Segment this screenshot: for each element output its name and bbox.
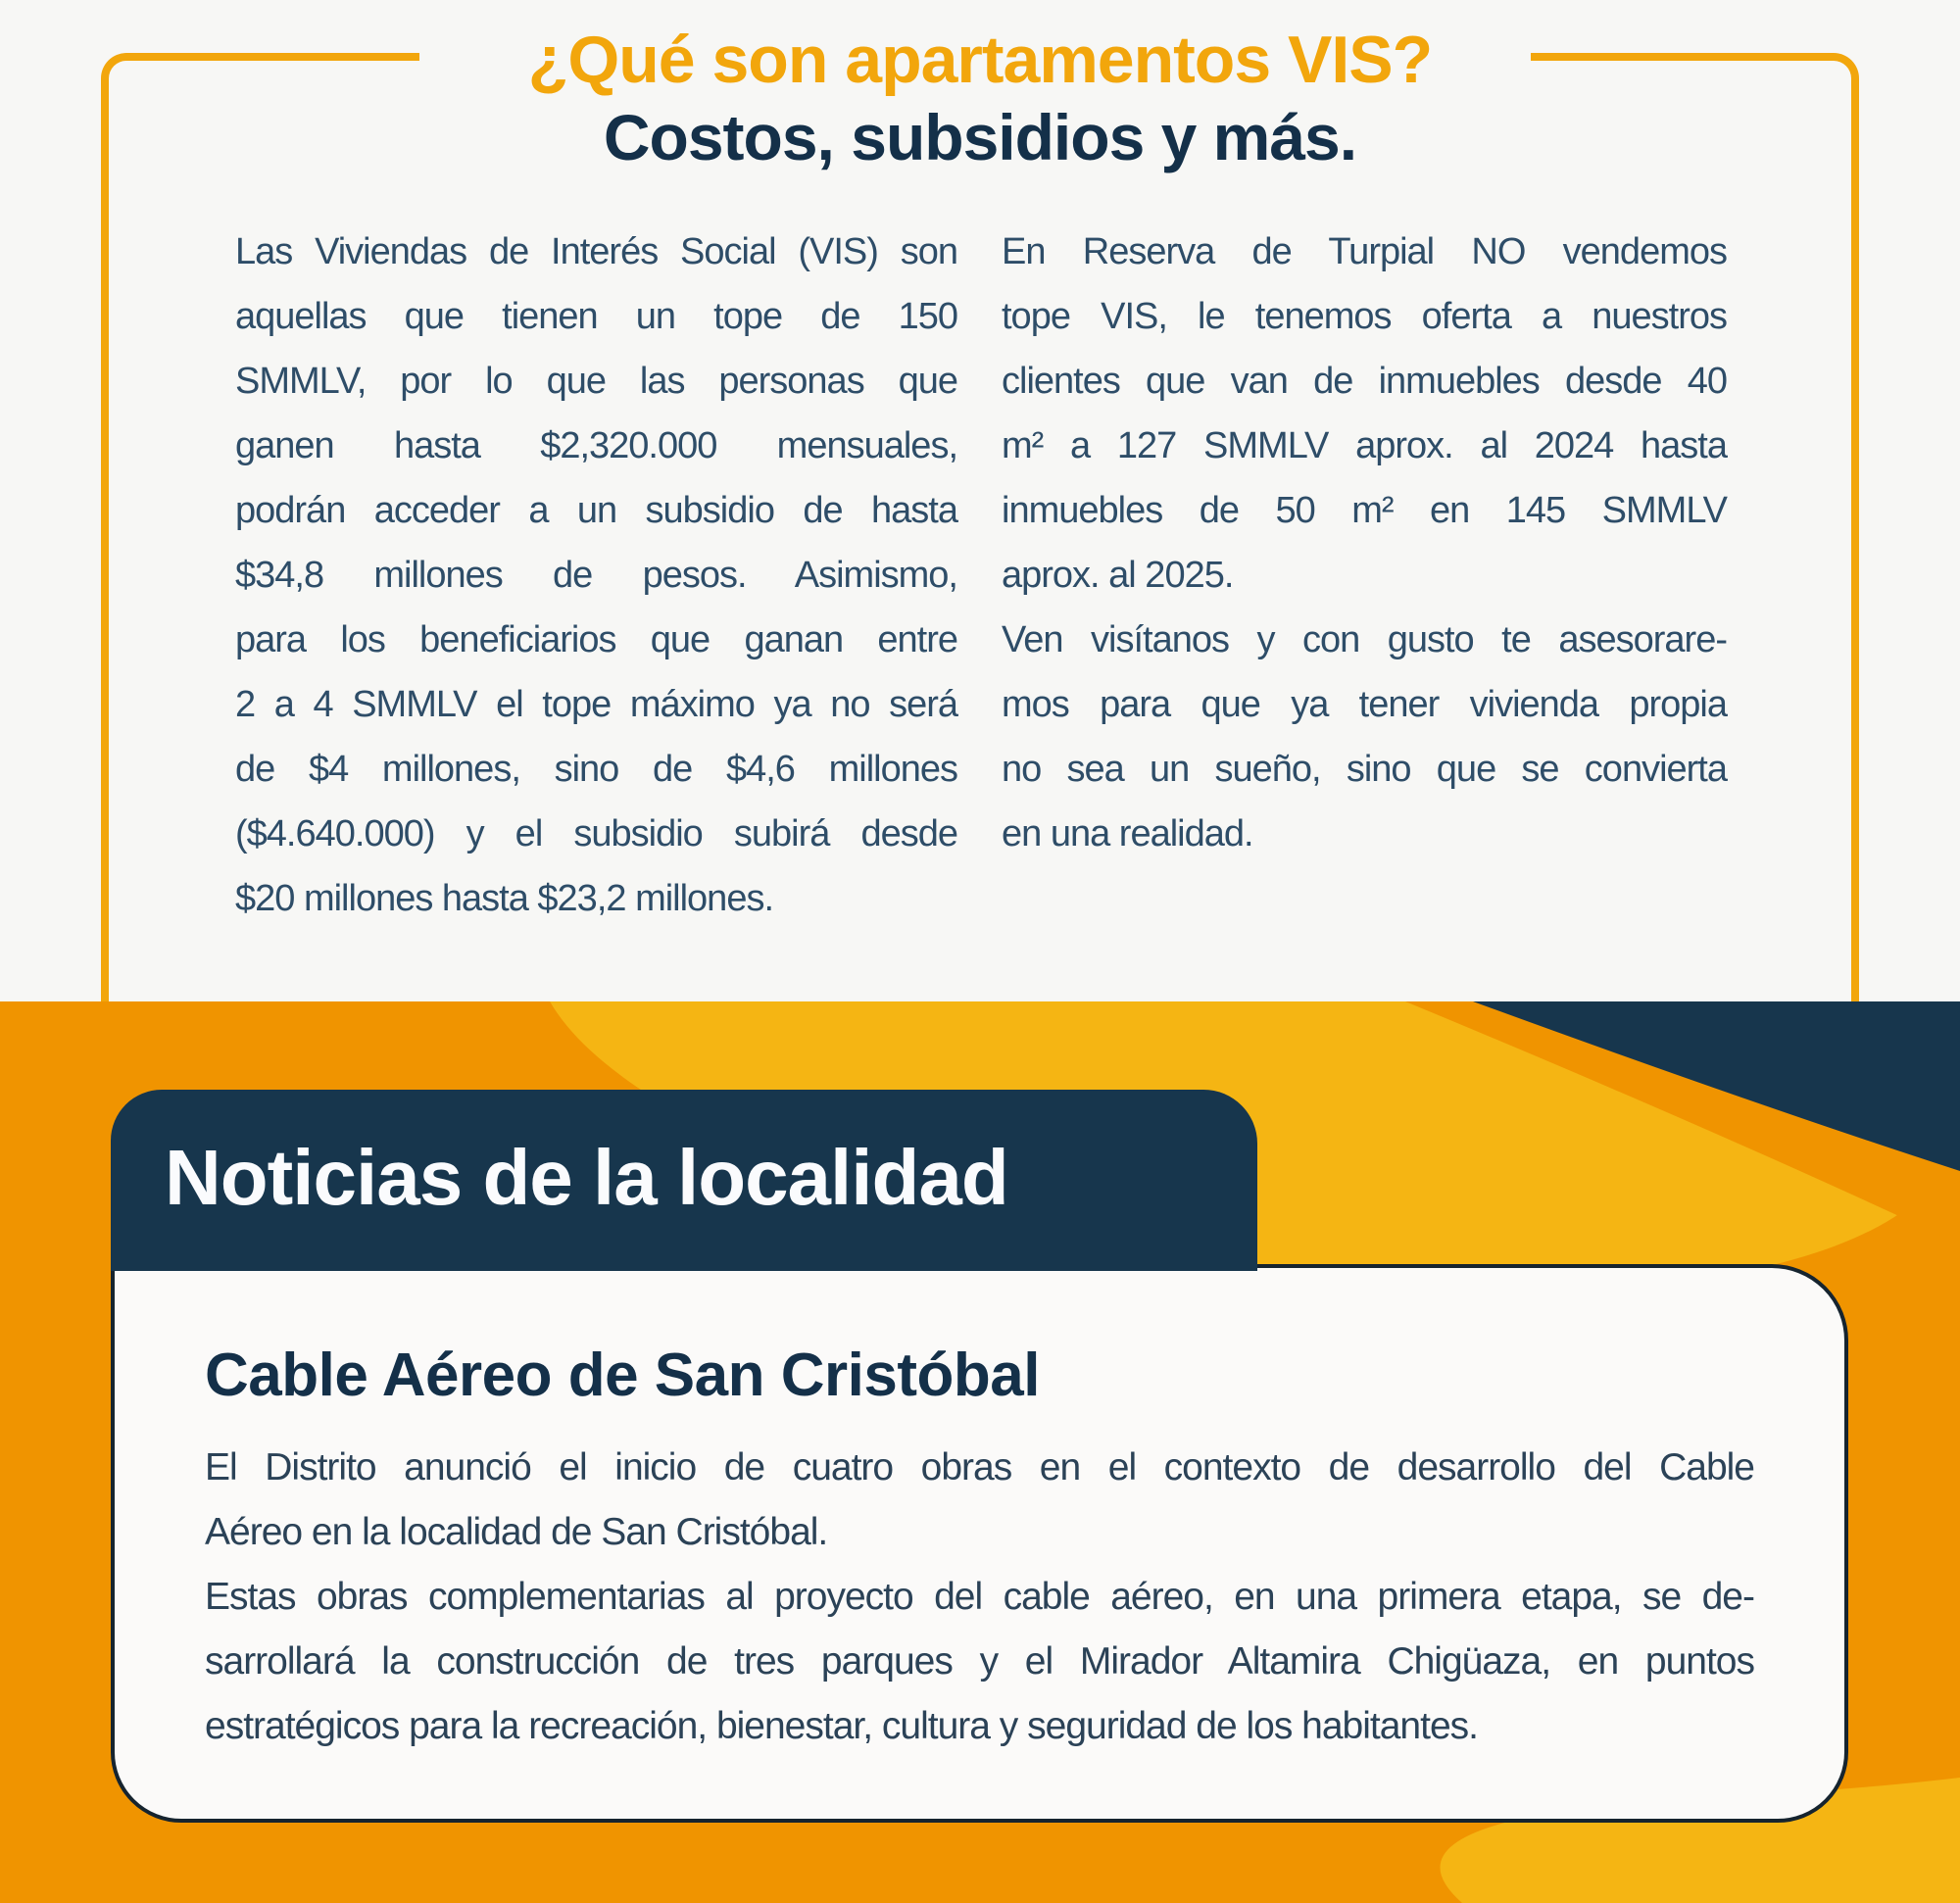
text-line: En Reserva de Turpial NO vendemos — [1002, 231, 1727, 272]
text-line: m² a 127 SMMLV aprox. al 2024 hasta — [1002, 425, 1727, 466]
text-line: tope VIS, le tenemos oferta a nuestros — [1002, 296, 1727, 337]
vis-right-paragraph-2 — [1002, 608, 1727, 866]
news-card — [111, 1264, 1848, 1823]
article-paragraph-2 — [205, 1565, 1754, 1759]
vis-left-column — [235, 220, 957, 931]
page-title: ¿Qué son apartamentos VIS? — [527, 23, 1433, 97]
text-line: aprox. al 2025. — [1002, 555, 1234, 596]
text-line: para los beneficiarios que ganan entre — [235, 619, 957, 660]
text-line: estratégicos para la recreación, bienestar, cultura y seguridad de los habitantes. — [205, 1705, 1478, 1747]
news-section — [0, 1001, 1960, 1903]
news-banner-title: Noticias de la localidad — [165, 1134, 1008, 1221]
text-line: no sea un sueño, sino que se convierta — [1002, 749, 1727, 790]
article-paragraph-1 — [205, 1436, 1754, 1565]
text-line: SMMLV, por lo que las personas que — [235, 361, 957, 402]
text-line: El Distrito anunció el inicio de cuatro obras en el contexto de desarrollo del Cable — [205, 1446, 1754, 1488]
text-line: de $4 millones, sino de $4,6 millones — [235, 749, 957, 790]
text-line: Estas obras complementarias al proyecto del cable aéreo, en una primera etapa, se de- — [205, 1576, 1754, 1618]
text-line: en una realidad. — [1002, 813, 1253, 854]
text-line: podrán acceder a un subsidio de hasta — [235, 490, 957, 531]
news-banner — [111, 1090, 1257, 1271]
text-line: Las Viviendas de Interés Social (VIS) son — [235, 231, 957, 272]
article-heading: Cable Aéreo de San Cristóbal — [205, 1342, 1040, 1409]
text-line: ganen hasta $2,320.000 mensuales, — [235, 425, 957, 466]
text-line: mos para que ya tener vivienda propia — [1002, 684, 1727, 725]
vis-right-column — [1002, 220, 1727, 866]
text-line: $20 millones hasta $23,2 millones. — [235, 878, 774, 919]
text-line: inmuebles de 50 m² en 145 SMMLV — [1002, 490, 1727, 531]
page-subtitle: Costos, subsidios y más. — [603, 101, 1357, 173]
text-line: Aéreo en la localidad de San Cristóbal. — [205, 1511, 828, 1553]
text-line: $34,8 millones de pesos. Asimismo, — [235, 555, 957, 596]
text-line: 2 a 4 SMMLV el tope máximo ya no será — [235, 684, 957, 725]
text-line: clientes que van de inmuebles desde 40 — [1002, 361, 1727, 402]
vis-right-paragraph-1 — [1002, 220, 1727, 608]
text-line: ($4.640.000) y el subsidio subirá desde — [235, 813, 957, 854]
text-line: aquellas que tienen un tope de 150 — [235, 296, 957, 337]
text-line: Ven visítanos y con gusto te asesorare- — [1002, 619, 1727, 660]
text-line: sarrollará la construcción de tres parques y el Mirador Altamira Chigüaza, en puntos — [205, 1640, 1754, 1683]
